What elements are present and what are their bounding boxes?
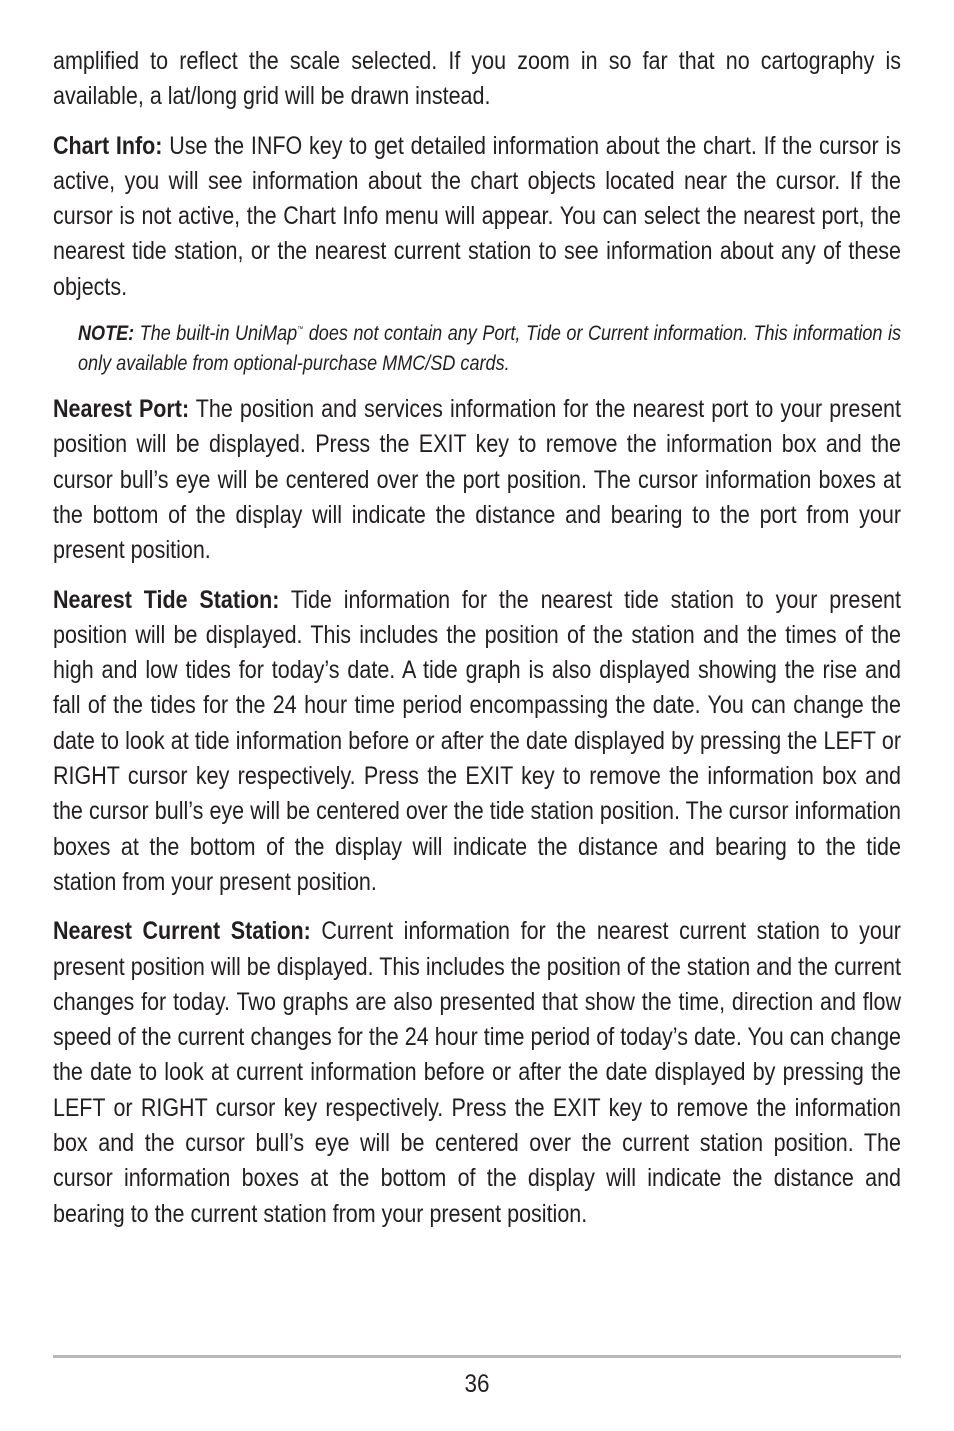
page-number: 36 <box>464 1370 490 1398</box>
chart-info-paragraph <box>53 129 901 305</box>
note-text-before: The built-in UniMap <box>134 322 298 346</box>
nearest-tide-station-text: Tide information for the nearest tide station to your present position will be displayed. This includes the position of the station and the times of the high and low tides for today’s date. A tide graph is also displayed showing the rise and fall of the tides for the 24 hour time period encompassing the date. You can change the date to look at tide information before or after the date displayed by pressing the LEFT or RIGHT cursor key respectively. Press the EXIT key to remove the information box and the cursor bull’s eye will be centered over the tide station position. The cursor information boxes at the bottom of the display will indicate the distance and bearing to the tide station from your present position. <box>53 585 901 896</box>
intro-paragraph <box>53 44 901 115</box>
nearest-current-station-text: Current information for the nearest current station to your present position will be displayed. This includes the position of the station and the current changes for today. Two graphs are also presented that show the time, direction and flow speed of the current changes for the 24 hour time period of today’s date. You can change the date to look at current information before or after the date displayed by pressing the LEFT or RIGHT cursor key respectively. Press the EXIT key to remove the information box and the cursor bull’s eye will be centered over the current station position. The cursor information boxes at the bottom of the display will indicate the distance and bearing to the current station from your present position. <box>53 917 901 1228</box>
note-paragraph <box>78 319 901 378</box>
nearest-tide-station-term: Nearest Tide Station: <box>53 585 280 614</box>
nearest-current-station-term: Nearest Current Station: <box>53 917 311 946</box>
nearest-port-term: Nearest Port: <box>53 395 190 424</box>
note-label: NOTE: <box>78 322 135 346</box>
intro-text: amplified to reflect the scale selected. If you zoom in so far that no cartography is available, a lat/long grid will be drawn instead. <box>53 47 901 111</box>
nearest-tide-station-paragraph <box>53 583 901 901</box>
chart-info-text: Use the INFO key to get detailed information about the chart. If the cursor is active, you will see information about the chart objects located near the cursor. If the cursor is not active, the Chart Info menu will appear. You can select the nearest port, the nearest tide station, or the nearest current station to see information about any of these objects. <box>53 131 901 301</box>
page-body <box>53 44 901 1246</box>
nearest-port-text: The position and services information for the nearest port to your present position will be displayed. Press the EXIT key to remove the information box and the cursor bull’s eye will be centered over the port position. The cursor information boxes at the bottom of the display will indicate the distance and bearing to the port from your present position. <box>53 395 901 565</box>
note-text-after: does not contain any Port, Tide or Current information. This information is only available from optional-purchase MMC/SD cards. <box>78 322 902 375</box>
trademark-symbol: ™ <box>297 326 304 334</box>
chart-info-term: Chart Info: <box>53 131 163 160</box>
nearest-current-station-paragraph <box>53 914 901 1232</box>
footer-divider <box>53 1355 901 1358</box>
nearest-port-paragraph <box>53 392 901 568</box>
